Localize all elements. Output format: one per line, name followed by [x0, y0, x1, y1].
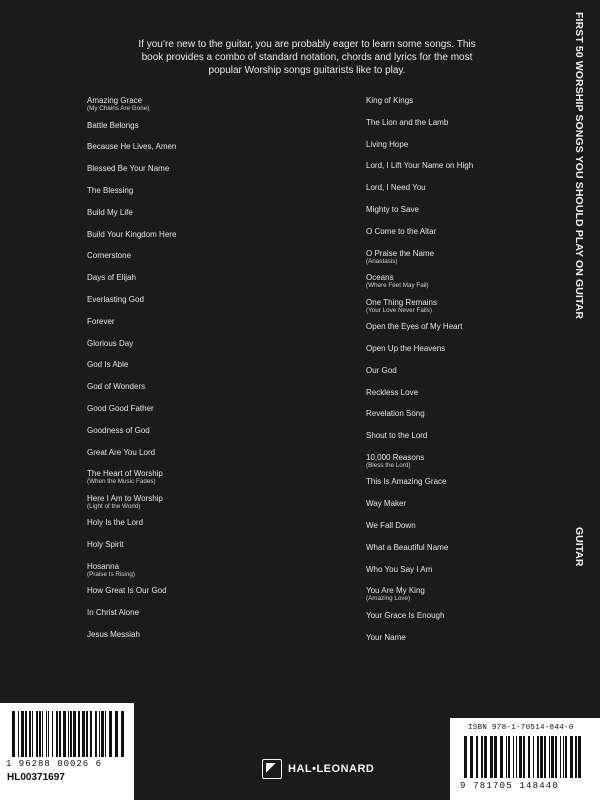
song-subtitle: (Amazing Love) — [366, 595, 411, 603]
song-title: Good Good Father — [87, 403, 154, 413]
song-list-item — [366, 183, 426, 192]
song-title: Great Are You Lord — [87, 447, 156, 457]
song-title: In Christ Alone — [87, 608, 140, 618]
song-list-item — [366, 161, 473, 170]
song-list-item — [366, 96, 413, 105]
song-list-item — [366, 633, 406, 642]
intro-line: If you’re new to the guitar, you are probably eager to learn some songs. This — [138, 39, 476, 50]
song-title: Mighty to Save — [366, 205, 419, 214]
song-list-item — [366, 543, 448, 552]
song-title: King of Kings — [366, 96, 414, 105]
song-list-item — [87, 96, 149, 112]
song-subtitle: (Light of the World) — [87, 502, 141, 510]
barcode-icon — [464, 736, 584, 778]
song-title: We Fall Down — [366, 521, 416, 530]
song-title: Your Name — [366, 632, 406, 642]
song-list-item — [366, 298, 437, 314]
song-list-item — [87, 251, 131, 260]
song-list-item — [87, 382, 145, 391]
song-list-item — [87, 404, 154, 413]
song-subtitle: (My Chains Are Gone) — [87, 105, 150, 112]
song-list-item — [87, 273, 136, 282]
song-title: Oceans — [366, 273, 394, 283]
song-list-item — [366, 344, 445, 353]
song-title: One Thing Remains — [366, 297, 437, 307]
song-list-item — [366, 205, 419, 214]
song-title: How Great Is Our God — [87, 586, 167, 596]
song-title: Jesus Messiah — [87, 630, 140, 639]
song-list-item — [87, 360, 128, 369]
song-title: Holy Spirit — [87, 540, 124, 550]
song-list-item — [366, 586, 425, 602]
song-list-item — [87, 426, 150, 435]
spine-instrument: GUITAR — [573, 527, 585, 567]
song-title: God Is Able — [87, 360, 129, 370]
song-list-item — [366, 249, 434, 265]
spine-title: FIRST 50 WORSHIP SONGS YOU SHOULD PLAY ON GUITAR — [573, 12, 585, 320]
song-title: The Heart of Worship — [87, 469, 163, 479]
song-title: Battle Belongs — [87, 120, 139, 130]
song-title: Build Your Kingdom Here — [87, 229, 177, 239]
song-title: Here I Am to Worship — [87, 493, 163, 503]
song-title: Blessed Be Your Name — [87, 164, 170, 174]
song-title: Cornerstone — [87, 251, 132, 261]
intro-text — [112, 38, 502, 77]
song-title: O Praise the Name — [366, 248, 435, 258]
song-list-item — [87, 540, 123, 549]
song-list-item — [87, 208, 133, 217]
song-list-item — [366, 227, 436, 236]
song-title: Because He Lives, Amen — [87, 142, 177, 152]
song-list-item — [366, 453, 424, 469]
song-title: Hosanna — [87, 561, 120, 571]
song-title: Living Hope — [366, 139, 409, 149]
song-title: Way Maker — [366, 499, 407, 509]
upc-barcode-box — [0, 703, 134, 800]
song-list-item — [87, 448, 155, 457]
song-list-item — [87, 230, 176, 239]
song-subtitle: (Bless the Lord) — [366, 461, 411, 469]
song-title: Your Grace Is Enough — [366, 610, 445, 620]
song-list-item — [366, 521, 416, 530]
song-list-item — [366, 388, 418, 397]
song-list-item — [87, 339, 133, 348]
song-title: Revelation Song — [366, 409, 425, 419]
publisher-name: HAL•LEONARD — [288, 763, 375, 775]
product-code: HL00371697 — [7, 772, 65, 783]
song-list-item — [87, 494, 163, 510]
song-title: God of Wonders — [87, 382, 146, 392]
song-title: Everlasting God — [87, 294, 144, 304]
song-list-item — [366, 118, 448, 127]
isbn-label: ISBN 978-1-70514-844-0 — [468, 724, 574, 732]
song-title: Forever — [87, 316, 115, 326]
song-title: You Are My King — [366, 586, 425, 596]
song-title: Open the Eyes of My Heart — [366, 322, 463, 332]
song-list-item — [366, 322, 463, 331]
publisher-logo — [262, 759, 374, 779]
song-list-item — [87, 518, 143, 527]
intro-line: popular Worship songs guitarists like to play. — [208, 65, 406, 76]
song-title: Our God — [366, 365, 397, 375]
song-title: What a Beautiful Name — [366, 542, 449, 552]
song-list-item — [87, 186, 133, 195]
song-title: Open Up the Heavens — [366, 343, 446, 353]
hal-leonard-logo-icon — [262, 759, 282, 779]
song-list-item — [366, 499, 406, 508]
song-title: Who You Say I Am — [366, 564, 433, 574]
song-list-item — [87, 164, 169, 173]
song-title: Reckless Love — [366, 387, 419, 397]
song-title: Lord, I Lift Your Name on High — [366, 161, 474, 171]
song-title: Build My Life — [87, 207, 133, 217]
song-subtitle: (When the Music Fades) — [87, 478, 156, 486]
song-title: Lord, I Need You — [366, 183, 426, 193]
song-list-item — [87, 295, 144, 304]
song-list-item — [87, 608, 139, 617]
song-list-item — [366, 366, 397, 375]
song-list-item — [87, 317, 115, 326]
song-subtitle: (Where Feet May Fail) — [366, 282, 429, 290]
song-list-item — [366, 140, 408, 149]
song-list-item — [366, 409, 425, 418]
upc-number: 1 96288 00026 6 — [6, 759, 103, 769]
song-title: The Lion and the Lamb — [366, 117, 449, 127]
song-list-item — [87, 586, 167, 595]
song-title: 10,000 Reasons — [366, 452, 425, 462]
song-title: Days of Elijah — [87, 273, 136, 283]
intro-line: book provides a combo of standard notation, chords and lyrics for the most — [141, 52, 473, 63]
isbn-number: 9 781705 148440 — [460, 781, 560, 791]
song-subtitle: (Praise Is Rising) — [87, 570, 135, 578]
song-list-item — [366, 431, 427, 440]
song-list-item — [87, 121, 139, 130]
song-title: This Is Amazing Grace — [366, 477, 447, 487]
song-title: Holy Is the Lord — [87, 518, 144, 528]
song-title: The Blessing — [87, 185, 134, 195]
isbn-barcode-box — [450, 718, 600, 800]
song-list-item — [366, 611, 444, 620]
song-title: Amazing Grace — [87, 96, 143, 105]
song-list-item — [87, 562, 135, 578]
song-list-item — [366, 477, 446, 486]
barcode-icon — [12, 711, 124, 757]
song-subtitle: (Your Love Never Fails) — [366, 306, 432, 314]
song-title: Glorious Day — [87, 338, 134, 348]
song-list-item — [87, 469, 163, 485]
song-list-item — [87, 142, 176, 151]
song-title: Shout to the Lord — [366, 431, 428, 441]
song-title: Goodness of God — [87, 425, 150, 435]
song-title: O Come to the Altar — [366, 226, 437, 236]
song-list-item — [87, 630, 140, 639]
song-subtitle: (Anastasis) — [366, 257, 398, 265]
song-list-item — [366, 565, 432, 574]
song-list-item — [366, 273, 429, 289]
